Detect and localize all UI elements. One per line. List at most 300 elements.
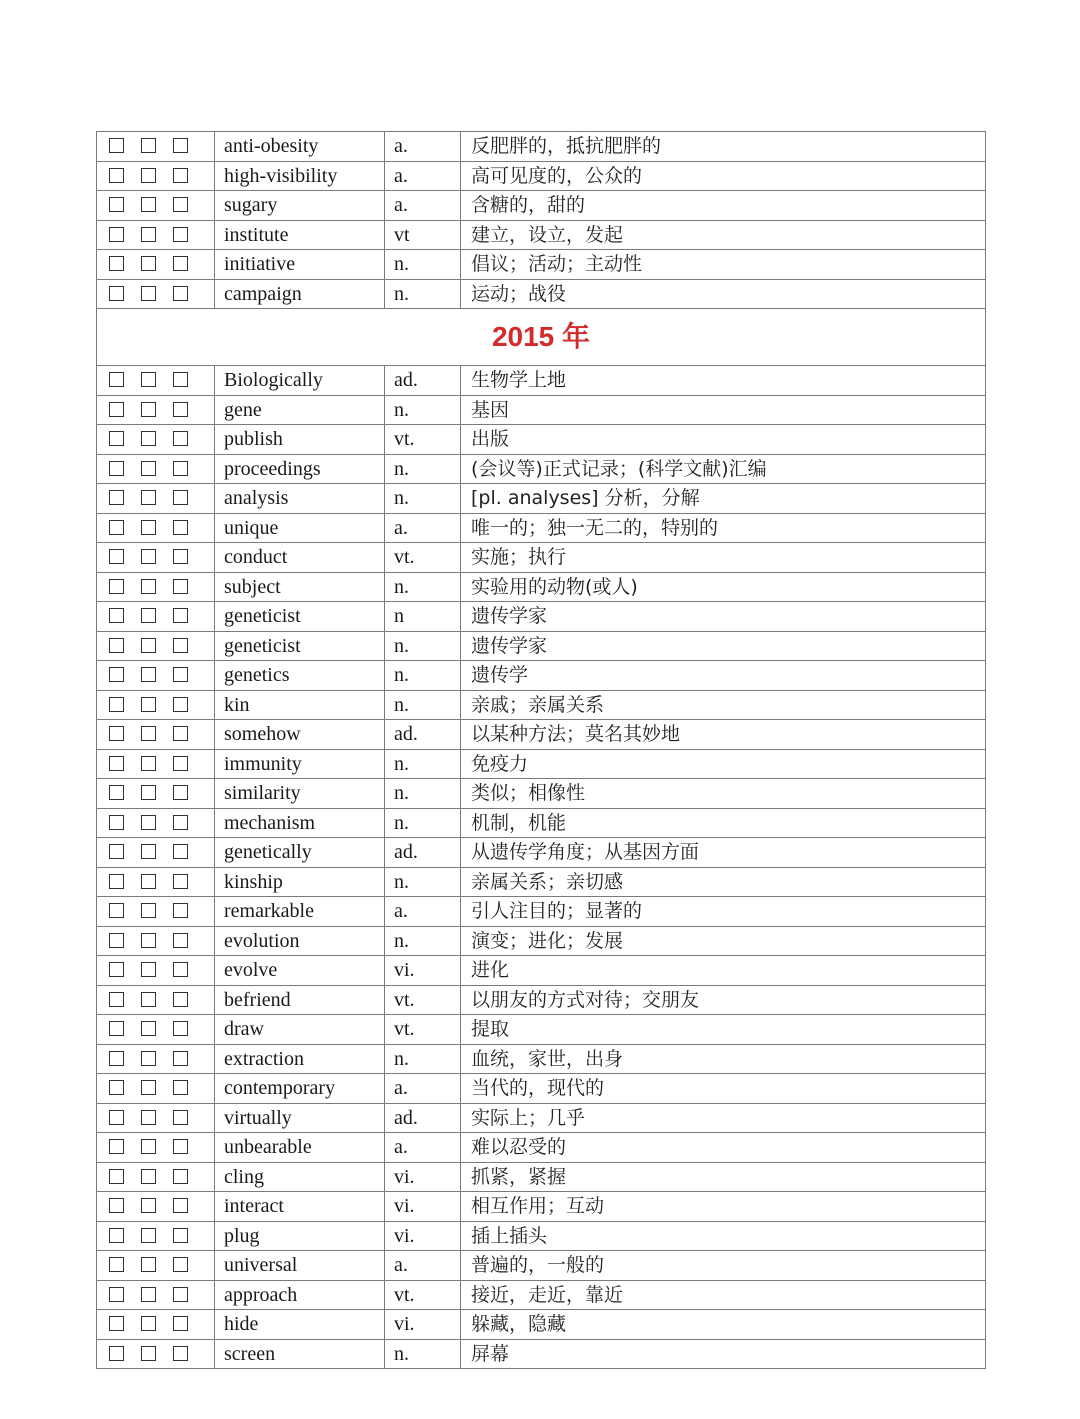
definition-cell: 进化	[461, 956, 986, 986]
definition-cell: 含糖的，甜的	[461, 191, 986, 221]
word-row	[97, 1221, 986, 1251]
definition-cell: 亲戚；亲属关系	[461, 690, 986, 720]
word-cell: evolution	[215, 926, 385, 956]
review-checkbox-3[interactable]	[173, 1257, 188, 1272]
review-checkbox-3[interactable]	[173, 372, 188, 387]
word-row	[97, 1310, 986, 1340]
part-of-speech-cell: n.	[385, 926, 461, 956]
definition-cell: 运动；战役	[461, 279, 986, 309]
word-row	[97, 779, 986, 809]
word-row	[97, 690, 986, 720]
word-cell: plug	[215, 1221, 385, 1251]
review-checkbox-3[interactable]	[173, 638, 188, 653]
review-checkbox-1[interactable]	[109, 608, 124, 623]
word-row	[97, 220, 986, 250]
word-row	[97, 543, 986, 573]
word-row	[97, 250, 986, 280]
review-checkbox-3[interactable]	[173, 520, 188, 535]
review-checkbox-1[interactable]	[109, 1080, 124, 1095]
part-of-speech-cell: n.	[385, 867, 461, 897]
definition-cell: 普遍的，一般的	[461, 1251, 986, 1281]
part-of-speech-cell: vt.	[385, 985, 461, 1015]
part-of-speech-cell: n.	[385, 749, 461, 779]
review-checkboxes	[97, 513, 215, 543]
review-checkboxes	[97, 1162, 215, 1192]
review-checkbox-1[interactable]	[109, 726, 124, 741]
review-checkbox-2[interactable]	[141, 197, 156, 212]
word-cell: proceedings	[215, 454, 385, 484]
word-cell: Biologically	[215, 366, 385, 396]
review-checkboxes	[97, 425, 215, 455]
part-of-speech-cell: n.	[385, 808, 461, 838]
review-checkbox-1[interactable]	[109, 138, 124, 153]
part-of-speech-cell: a.	[385, 1074, 461, 1104]
definition-cell: 演变；进化；发展	[461, 926, 986, 956]
definition-cell: 机制，机能	[461, 808, 986, 838]
review-checkbox-1[interactable]	[109, 372, 124, 387]
review-checkboxes	[97, 985, 215, 1015]
review-checkbox-2[interactable]	[141, 697, 156, 712]
review-checkbox-2[interactable]	[141, 1287, 156, 1302]
review-checkboxes	[97, 602, 215, 632]
review-checkbox-2[interactable]	[141, 933, 156, 948]
part-of-speech-cell: vt.	[385, 1015, 461, 1045]
definition-cell: 亲属关系；亲切感	[461, 867, 986, 897]
review-checkbox-1[interactable]	[109, 1316, 124, 1331]
review-checkboxes	[97, 956, 215, 986]
word-cell: extraction	[215, 1044, 385, 1074]
word-cell: anti-obesity	[215, 132, 385, 162]
definition-cell: 血统，家世，出身	[461, 1044, 986, 1074]
word-row	[97, 985, 986, 1015]
review-checkbox-1[interactable]	[109, 1110, 124, 1125]
definition-cell: 引人注目的；显著的	[461, 897, 986, 927]
review-checkbox-2[interactable]	[141, 579, 156, 594]
review-checkbox-2[interactable]	[141, 490, 156, 505]
word-cell: draw	[215, 1015, 385, 1045]
review-checkbox-3[interactable]	[173, 549, 188, 564]
review-checkbox-3[interactable]	[173, 1169, 188, 1184]
part-of-speech-cell: n.	[385, 454, 461, 484]
review-checkbox-3[interactable]	[173, 992, 188, 1007]
word-cell: geneticist	[215, 631, 385, 661]
word-cell: subject	[215, 572, 385, 602]
review-checkbox-2[interactable]	[141, 726, 156, 741]
word-row	[97, 926, 986, 956]
review-checkbox-1[interactable]	[109, 1021, 124, 1036]
word-cell: publish	[215, 425, 385, 455]
review-checkbox-2[interactable]	[141, 1169, 156, 1184]
word-cell: similarity	[215, 779, 385, 809]
review-checkbox-2[interactable]	[141, 227, 156, 242]
word-cell: befriend	[215, 985, 385, 1015]
review-checkboxes	[97, 867, 215, 897]
word-cell: geneticist	[215, 602, 385, 632]
word-row	[97, 661, 986, 691]
review-checkboxes	[97, 1103, 215, 1133]
word-row	[97, 1044, 986, 1074]
definition-cell: 建立，设立，发起	[461, 220, 986, 250]
part-of-speech-cell: n.	[385, 631, 461, 661]
definition-cell: 高可见度的，公众的	[461, 161, 986, 191]
review-checkbox-2[interactable]	[141, 286, 156, 301]
review-checkbox-1[interactable]	[109, 402, 124, 417]
review-checkbox-3[interactable]	[173, 756, 188, 771]
review-checkbox-1[interactable]	[109, 256, 124, 271]
review-checkbox-2[interactable]	[141, 372, 156, 387]
review-checkboxes	[97, 661, 215, 691]
review-checkbox-2[interactable]	[141, 1257, 156, 1272]
part-of-speech-cell: a.	[385, 897, 461, 927]
year-heading-row	[97, 309, 986, 366]
review-checkboxes	[97, 250, 215, 280]
review-checkbox-2[interactable]	[141, 903, 156, 918]
review-checkbox-3[interactable]	[173, 168, 188, 183]
word-row	[97, 484, 986, 514]
review-checkbox-1[interactable]	[109, 992, 124, 1007]
definition-cell: 躲藏，隐藏	[461, 1310, 986, 1340]
word-cell: initiative	[215, 250, 385, 280]
review-checkbox-2[interactable]	[141, 1139, 156, 1154]
review-checkboxes	[97, 1280, 215, 1310]
review-checkbox-3[interactable]	[173, 227, 188, 242]
word-row	[97, 161, 986, 191]
word-cell: genetics	[215, 661, 385, 691]
review-checkbox-2[interactable]	[141, 461, 156, 476]
part-of-speech-cell: n.	[385, 779, 461, 809]
review-checkbox-1[interactable]	[109, 1346, 124, 1361]
word-cell: campaign	[215, 279, 385, 309]
word-cell: somehow	[215, 720, 385, 750]
word-cell: sugary	[215, 191, 385, 221]
review-checkbox-2[interactable]	[141, 608, 156, 623]
review-checkbox-3[interactable]	[173, 431, 188, 446]
review-checkbox-1[interactable]	[109, 785, 124, 800]
definition-cell: 实际上；几乎	[461, 1103, 986, 1133]
review-checkbox-1[interactable]	[109, 697, 124, 712]
definition-cell: 反肥胖的，抵抗肥胖的	[461, 132, 986, 162]
word-row	[97, 1192, 986, 1222]
review-checkbox-1[interactable]	[109, 1169, 124, 1184]
part-of-speech-cell: ad.	[385, 366, 461, 396]
review-checkboxes	[97, 484, 215, 514]
definition-cell: 遗传学家	[461, 602, 986, 632]
review-checkbox-3[interactable]	[173, 1139, 188, 1154]
part-of-speech-cell: vt.	[385, 543, 461, 573]
word-row	[97, 1162, 986, 1192]
word-row	[97, 366, 986, 396]
review-checkbox-2[interactable]	[141, 1021, 156, 1036]
review-checkboxes	[97, 543, 215, 573]
review-checkbox-2[interactable]	[141, 1110, 156, 1125]
review-checkbox-2[interactable]	[141, 168, 156, 183]
review-checkbox-2[interactable]	[141, 1080, 156, 1095]
part-of-speech-cell: n.	[385, 250, 461, 280]
word-row	[97, 279, 986, 309]
review-checkbox-3[interactable]	[173, 138, 188, 153]
definition-cell: 插上插头	[461, 1221, 986, 1251]
review-checkbox-2[interactable]	[141, 756, 156, 771]
part-of-speech-cell: ad.	[385, 720, 461, 750]
word-row	[97, 956, 986, 986]
review-checkbox-1[interactable]	[109, 962, 124, 977]
definition-cell: 倡议；活动；主动性	[461, 250, 986, 280]
review-checkbox-3[interactable]	[173, 1198, 188, 1213]
review-checkboxes	[97, 1251, 215, 1281]
word-cell: evolve	[215, 956, 385, 986]
review-checkbox-3[interactable]	[173, 815, 188, 830]
review-checkbox-3[interactable]	[173, 1051, 188, 1066]
part-of-speech-cell: n.	[385, 484, 461, 514]
review-checkboxes	[97, 720, 215, 750]
review-checkbox-2[interactable]	[141, 1228, 156, 1243]
review-checkboxes	[97, 1015, 215, 1045]
review-checkboxes	[97, 631, 215, 661]
word-row	[97, 1251, 986, 1281]
review-checkbox-3[interactable]	[173, 1110, 188, 1125]
definition-cell: 出版	[461, 425, 986, 455]
word-row	[97, 867, 986, 897]
word-cell: immunity	[215, 749, 385, 779]
review-checkbox-1[interactable]	[109, 638, 124, 653]
review-checkboxes	[97, 1044, 215, 1074]
definition-cell: 难以忍受的	[461, 1133, 986, 1163]
review-checkbox-3[interactable]	[173, 461, 188, 476]
review-checkboxes	[97, 1192, 215, 1222]
review-checkbox-2[interactable]	[141, 844, 156, 859]
review-checkboxes	[97, 1310, 215, 1340]
review-checkbox-3[interactable]	[173, 286, 188, 301]
review-checkbox-3[interactable]	[173, 1316, 188, 1331]
word-row	[97, 1339, 986, 1369]
word-cell: mechanism	[215, 808, 385, 838]
vocabulary-table-body	[97, 132, 986, 1369]
part-of-speech-cell: vi.	[385, 956, 461, 986]
review-checkbox-2[interactable]	[141, 549, 156, 564]
review-checkbox-1[interactable]	[109, 227, 124, 242]
word-cell: kinship	[215, 867, 385, 897]
review-checkbox-3[interactable]	[173, 1021, 188, 1036]
review-checkbox-3[interactable]	[173, 1080, 188, 1095]
part-of-speech-cell: ad.	[385, 1103, 461, 1133]
definition-cell: 生物学上地	[461, 366, 986, 396]
review-checkbox-1[interactable]	[109, 461, 124, 476]
review-checkbox-3[interactable]	[173, 844, 188, 859]
definition-cell: 遗传学	[461, 661, 986, 691]
review-checkbox-1[interactable]	[109, 903, 124, 918]
year-heading: 2015 年	[97, 309, 986, 366]
review-checkbox-3[interactable]	[173, 579, 188, 594]
word-cell: genetically	[215, 838, 385, 868]
review-checkbox-2[interactable]	[141, 138, 156, 153]
word-row	[97, 395, 986, 425]
review-checkboxes	[97, 161, 215, 191]
word-cell: virtually	[215, 1103, 385, 1133]
part-of-speech-cell: vt.	[385, 425, 461, 455]
review-checkbox-1[interactable]	[109, 1139, 124, 1154]
review-checkbox-3[interactable]	[173, 874, 188, 889]
review-checkboxes	[97, 897, 215, 927]
vocabulary-table	[96, 131, 986, 1369]
review-checkbox-3[interactable]	[173, 1346, 188, 1361]
review-checkbox-1[interactable]	[109, 667, 124, 682]
review-checkbox-3[interactable]	[173, 697, 188, 712]
review-checkbox-3[interactable]	[173, 962, 188, 977]
review-checkbox-3[interactable]	[173, 256, 188, 271]
word-cell: hide	[215, 1310, 385, 1340]
part-of-speech-cell: a.	[385, 161, 461, 191]
definition-cell: 相互作用；互动	[461, 1192, 986, 1222]
review-checkboxes	[97, 279, 215, 309]
word-row	[97, 572, 986, 602]
part-of-speech-cell: n.	[385, 572, 461, 602]
review-checkbox-2[interactable]	[141, 815, 156, 830]
part-of-speech-cell: n	[385, 602, 461, 632]
review-checkbox-2[interactable]	[141, 785, 156, 800]
review-checkbox-3[interactable]	[173, 903, 188, 918]
review-checkboxes	[97, 572, 215, 602]
review-checkbox-1[interactable]	[109, 844, 124, 859]
review-checkboxes	[97, 220, 215, 250]
review-checkbox-2[interactable]	[141, 667, 156, 682]
review-checkboxes	[97, 749, 215, 779]
review-checkbox-2[interactable]	[141, 520, 156, 535]
review-checkbox-1[interactable]	[109, 1257, 124, 1272]
definition-cell: 以朋友的方式对待；交朋友	[461, 985, 986, 1015]
word-row	[97, 454, 986, 484]
review-checkbox-1[interactable]	[109, 933, 124, 948]
review-checkbox-3[interactable]	[173, 608, 188, 623]
review-checkboxes	[97, 690, 215, 720]
word-row	[97, 1015, 986, 1045]
review-checkbox-1[interactable]	[109, 1198, 124, 1213]
part-of-speech-cell: n.	[385, 1044, 461, 1074]
review-checkbox-3[interactable]	[173, 667, 188, 682]
word-row	[97, 897, 986, 927]
word-cell: high-visibility	[215, 161, 385, 191]
definition-cell: 基因	[461, 395, 986, 425]
review-checkbox-3[interactable]	[173, 933, 188, 948]
review-checkbox-2[interactable]	[141, 962, 156, 977]
review-checkbox-2[interactable]	[141, 1316, 156, 1331]
word-cell: gene	[215, 395, 385, 425]
review-checkbox-2[interactable]	[141, 1051, 156, 1066]
definition-cell: 以某种方法；莫名其妙地	[461, 720, 986, 750]
review-checkboxes	[97, 366, 215, 396]
word-cell: analysis	[215, 484, 385, 514]
review-checkbox-3[interactable]	[173, 1287, 188, 1302]
word-row	[97, 602, 986, 632]
part-of-speech-cell: vt.	[385, 1280, 461, 1310]
review-checkbox-1[interactable]	[109, 815, 124, 830]
review-checkboxes	[97, 132, 215, 162]
part-of-speech-cell: n.	[385, 690, 461, 720]
word-cell: unique	[215, 513, 385, 543]
review-checkbox-1[interactable]	[109, 520, 124, 535]
part-of-speech-cell: n.	[385, 279, 461, 309]
review-checkboxes	[97, 1133, 215, 1163]
review-checkbox-1[interactable]	[109, 286, 124, 301]
word-row	[97, 1103, 986, 1133]
review-checkboxes	[97, 779, 215, 809]
review-checkbox-2[interactable]	[141, 431, 156, 446]
part-of-speech-cell: a.	[385, 1133, 461, 1163]
review-checkboxes	[97, 395, 215, 425]
review-checkboxes	[97, 191, 215, 221]
word-cell: interact	[215, 1192, 385, 1222]
definition-cell: 从遗传学角度；从基因方面	[461, 838, 986, 868]
part-of-speech-cell: vt	[385, 220, 461, 250]
part-of-speech-cell: vi.	[385, 1162, 461, 1192]
definition-cell: [pl. analyses] 分析，分解	[461, 484, 986, 514]
review-checkbox-2[interactable]	[141, 992, 156, 1007]
review-checkbox-1[interactable]	[109, 579, 124, 594]
review-checkbox-3[interactable]	[173, 197, 188, 212]
review-checkbox-1[interactable]	[109, 490, 124, 505]
review-checkbox-2[interactable]	[141, 402, 156, 417]
definition-cell: 实验用的动物(或人)	[461, 572, 986, 602]
word-row	[97, 631, 986, 661]
word-row	[97, 1074, 986, 1104]
review-checkboxes	[97, 1221, 215, 1251]
word-cell: institute	[215, 220, 385, 250]
review-checkbox-2[interactable]	[141, 638, 156, 653]
word-cell: conduct	[215, 543, 385, 573]
review-checkbox-1[interactable]	[109, 874, 124, 889]
review-checkbox-3[interactable]	[173, 402, 188, 417]
review-checkbox-2[interactable]	[141, 1346, 156, 1361]
word-cell: universal	[215, 1251, 385, 1281]
review-checkbox-3[interactable]	[173, 726, 188, 741]
part-of-speech-cell: vi.	[385, 1192, 461, 1222]
definition-cell: 实施；执行	[461, 543, 986, 573]
word-row	[97, 808, 986, 838]
review-checkbox-2[interactable]	[141, 256, 156, 271]
definition-cell: 免疫力	[461, 749, 986, 779]
word-cell: cling	[215, 1162, 385, 1192]
part-of-speech-cell: a.	[385, 1251, 461, 1281]
review-checkbox-1[interactable]	[109, 549, 124, 564]
review-checkboxes	[97, 808, 215, 838]
review-checkbox-2[interactable]	[141, 874, 156, 889]
review-checkboxes	[97, 926, 215, 956]
review-checkbox-1[interactable]	[109, 756, 124, 771]
part-of-speech-cell: n.	[385, 1339, 461, 1369]
review-checkbox-1[interactable]	[109, 1051, 124, 1066]
review-checkboxes	[97, 1339, 215, 1369]
review-checkbox-1[interactable]	[109, 1228, 124, 1243]
review-checkbox-3[interactable]	[173, 1228, 188, 1243]
review-checkboxes	[97, 1074, 215, 1104]
review-checkbox-1[interactable]	[109, 168, 124, 183]
definition-cell: 抓紧，紧握	[461, 1162, 986, 1192]
word-row	[97, 749, 986, 779]
word-row	[97, 191, 986, 221]
word-cell: unbearable	[215, 1133, 385, 1163]
review-checkboxes	[97, 838, 215, 868]
review-checkbox-1[interactable]	[109, 1287, 124, 1302]
review-checkbox-2[interactable]	[141, 1198, 156, 1213]
review-checkbox-1[interactable]	[109, 197, 124, 212]
word-row	[97, 425, 986, 455]
review-checkbox-3[interactable]	[173, 785, 188, 800]
definition-cell: (会议等)正式记录；(科学文献)汇编	[461, 454, 986, 484]
review-checkboxes	[97, 454, 215, 484]
review-checkbox-1[interactable]	[109, 431, 124, 446]
word-cell: kin	[215, 690, 385, 720]
review-checkbox-3[interactable]	[173, 490, 188, 505]
definition-cell: 提取	[461, 1015, 986, 1045]
